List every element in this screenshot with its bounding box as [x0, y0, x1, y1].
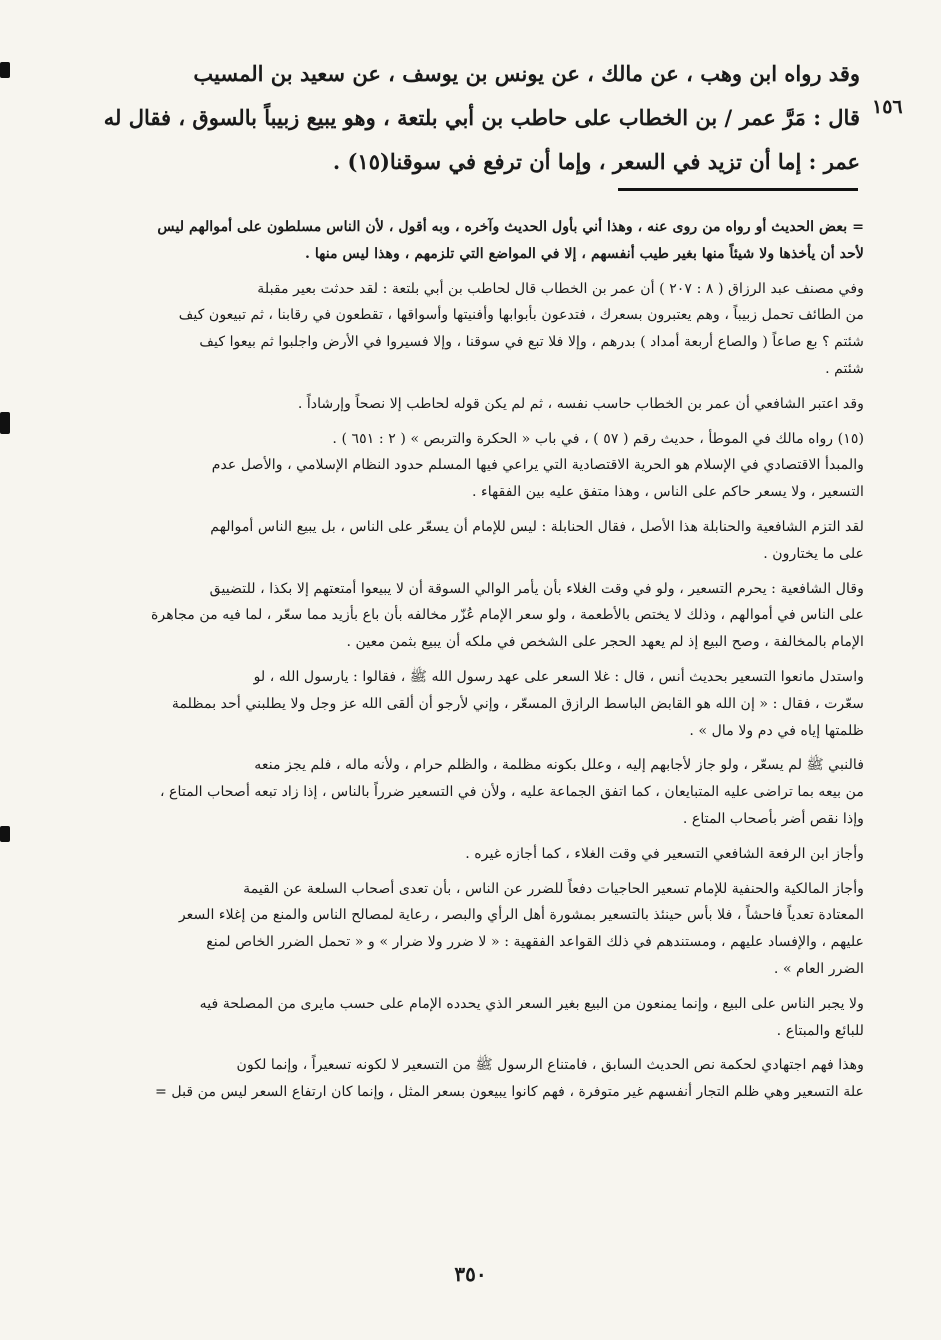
main-text-line: قال : مَرَّ عمر / بن الخطاب على حاطب بن أبي بلتعة ، وهو يبيع زبيباً بالسوق ، فقال له	[103, 105, 860, 130]
note-line: وأجاز المالكية والحنفية للإمام تسعير الحاجيات دفعاً للضرر عن الناس ، بأن تعدى أصحاب السلعة عن القيمة	[243, 880, 864, 897]
note-line: لأحد أن يأخذها ولا شيئاً منها بغير طيب أنفسهم ، إلا في المواضع التي تلزمهم ، وهذا ليس منها .	[304, 245, 864, 262]
paragraph-gap	[100, 268, 864, 276]
note-line: الإمام بالمخالفة ، وصح البيع إذ لم يعهد الحجر على الشخص في ملكه أن يبيع بثمن معين .	[346, 634, 864, 651]
note-line: على ما يختارون .	[763, 545, 864, 562]
note-line: فالنبي ﷺ لم يسعّر ، ولو جاز لأجابهم إليه ، وعلل بكونه مظلمة ، والظلم حرام ، ولأنه ماله ، فلم يجز منعه	[254, 757, 864, 774]
paragraph-gap	[100, 744, 864, 752]
note-paragraph	[100, 576, 864, 656]
note-paragraph	[100, 514, 864, 568]
note-line: واستدل مانعوا التسعير بحديث أنس ، قال : غلا السعر على عهد رسول الله ﷺ ، فقالوا : يارسول الله ، لو	[253, 668, 864, 685]
scan-margin-mark	[0, 62, 10, 78]
note-paragraph	[100, 1052, 864, 1106]
note-line: (١٥) رواه مالك في الموطأ ، حديث رقم ( ٥٧ ) ، في باب « الحكرة والتربص » ( ٢ : ٦٥١ ) .	[332, 430, 864, 447]
note-paragraph	[100, 426, 864, 506]
scan-margin-mark	[0, 826, 10, 842]
note-line: لقد التزم الشافعية والحنابلة هذا الأصل ، فقال الحنابلة : ليس للإمام أن يسعّر على الناس ، بل يبيع الناس أموالهم	[210, 518, 864, 535]
note-line: شئتم ؟ بع صاعاً ( والصاع أربعة أمداد ) بدرهم ، وإلا فلا تبع في سوقنا ، وإلا فسيروا في الأرض واجلبوا ثم بيعوا كيف	[199, 334, 864, 351]
paragraph-gap	[100, 656, 864, 664]
note-paragraph	[100, 391, 864, 418]
note-line: من الطائف تحمل زبيباً ، وهم يعتبرون بسعرك ، فتدعون بأبوابها وأفنيتها وأسواقها ، تقطعون في رقابنا ، ثم تبيعون كيف	[178, 307, 864, 324]
note-paragraph	[100, 752, 864, 832]
note-line: التسعير ، ولا يسعر حاكم على الناس ، وهذا متفق عليه بين الفقهاء .	[472, 484, 864, 501]
note-paragraph	[100, 876, 864, 983]
note-paragraph	[100, 841, 864, 868]
note-line: وأجاز ابن الرفعة الشافعي التسعير في وقت الغلاء ، كما أجازه غيره .	[465, 845, 864, 862]
paragraph-gap	[100, 983, 864, 991]
scan-margin-mark	[0, 412, 10, 434]
paragraph-gap	[100, 1044, 864, 1052]
note-line: عليهم ، والإفساد عليهم ، ومستندهم في ذلك القواعد الفقهية : « لا ضرر ولا ضرار » و « تحمل الضرر الخاص لمنع	[206, 934, 864, 951]
note-paragraph	[100, 664, 864, 744]
note-line: وهذا فهم اجتهادي لحكمة نص الحديث السابق ، فامتناع الرسول ﷺ من التسعير لا لكونه تسعيراً ، وإنما لكون	[236, 1057, 864, 1074]
note-line: شئتم .	[825, 360, 864, 377]
page-number: ٣٥٠	[454, 1262, 487, 1286]
note-line: ظلمتها إياه في دم ولا مال » .	[689, 722, 864, 739]
footnote-divider	[618, 188, 858, 191]
main-text	[100, 52, 860, 184]
note-line: الضرر العام » .	[773, 960, 864, 977]
note-line: والمبدأ الاقتصادي في الإسلام هو الحرية الاقتصادية التي يراعي فيها المسلم حدود النظام الإسلامي ، والأصل عدم	[211, 457, 864, 474]
note-paragraph	[100, 214, 864, 268]
paragraph-gap	[100, 506, 864, 514]
note-line: وقال الشافعية : يحرم التسعير ، ولو في وقت الغلاء بأن يأمر الوالي السوقة أن لا يبيعوا أمتعتهم إلا بكذا ، للتضييق	[209, 580, 864, 597]
main-text-line: وقد رواه ابن وهب ، عن مالك ، عن يونس بن يوسف ، عن سعيد بن المسيب	[193, 61, 860, 86]
note-line: = بعض الحديث أو رواه من روى عنه ، وهذا أني بأول الحديث وآخره ، وبه أقول ، لأن الناس مسلطون على أموالهم ليس	[157, 219, 864, 235]
note-line: وقد اعتبر الشافعي أن عمر بن الخطاب حاسب نفسه ، ثم لم يكن قوله لحاطب إلا نصحاً وإرشاداً .	[297, 395, 864, 412]
main-text-line: عمر : إما أن تزيد في السعر ، وإما أن ترفع في سوقنا(١٥) .	[332, 149, 860, 174]
note-line: ولا يجبر الناس على البيع ، وإنما يمنعون من البيع بغير السعر الذي يحدده الإمام على حسب مايرى من المصلحة فيه	[199, 995, 864, 1012]
note-line: وإذا نقص أضر بأصحاب المتاع .	[682, 810, 864, 827]
margin-number: ١٥٦	[872, 96, 903, 118]
note-line: علة التسعير وهي ظلم التجار أنفسهم غير متوفرة ، فهم كانوا يبيعون بسعر المثل ، وإنما كان ارتفاع السعر ليس من قبل =	[154, 1084, 864, 1101]
footnotes-section	[100, 214, 864, 1106]
note-paragraph	[100, 276, 864, 383]
note-line: للبائع والمبتاع .	[776, 1022, 864, 1039]
note-line: سعّرت ، فقال : « إن الله هو القابض الباسط الرازق المسعّر ، وإني لأرجو أن ألقى الله عز وجل ولا يطلبني أحد بمظلمة	[171, 695, 864, 712]
note-line: وفي مصنف عبد الرزاق ( ٨ : ٢٠٧ ) أن عمر بن الخطاب قال لحاطب بن أبي بلتعة : لقد حدثت بعير مقبلة	[257, 280, 864, 297]
note-paragraph	[100, 991, 864, 1045]
paragraph-gap	[100, 568, 864, 576]
paragraph-gap	[100, 868, 864, 876]
paragraph-gap	[100, 833, 864, 841]
paragraph-gap	[100, 383, 864, 391]
note-line: من بيعه بما تراضى عليه المتبايعان ، كما اتفق الجماعة عليه ، ولأن في التسعير ضرراً بالناس ، إذا زاد تبعه أصحاب المتاع ،	[159, 784, 864, 801]
paragraph-gap	[100, 418, 864, 426]
note-line: على الناس في أموالهم ، وذلك لا يختص بالأطعمة ، ولو سعر الإمام عُزّر مخالفه بأن باع بأزيد مما سعّر ، لما فيه من مجاهرة	[151, 607, 864, 624]
note-line: المعتادة تعدياً فاحشاً ، فلا بأس حينئذ بالتسعير بمشورة أهل الرأي والبصر ، رعاية لمصالح الناس والمنع من إغلاء السعر	[178, 907, 864, 924]
